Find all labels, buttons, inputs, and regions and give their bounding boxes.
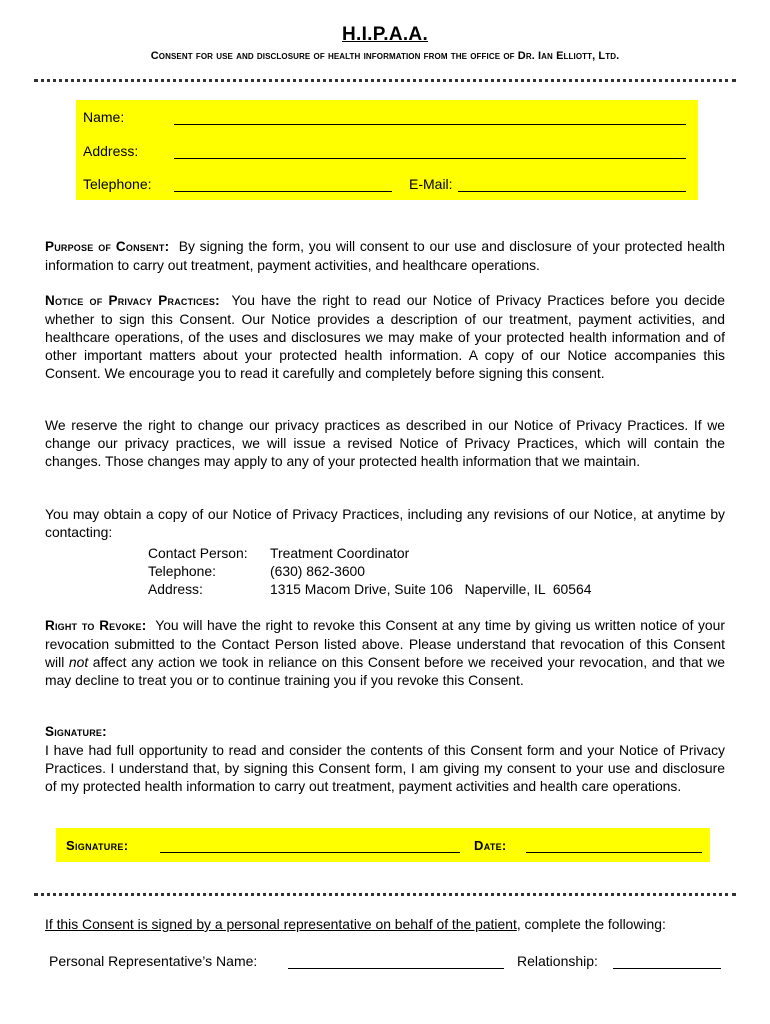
relationship-field[interactable] xyxy=(613,968,721,969)
purpose-paragraph: Purpose of Consent: By signing the form, you will consent to our use and disclosure of your protected health information to carry out treatment, payment activities, and healthcare operations. xyxy=(45,238,725,273)
address-label: Address: xyxy=(83,143,139,159)
notice-heading: Notice of Privacy Practices xyxy=(45,293,216,308)
signature-text: I have had full opportunity to read and consider the contents of this Consent form and your Notice of Privacy Practices. I understand that, by signing this Consent form, I am giving my consent to your use and disclosure of my protected health information to carry out treatment, payment activities and health care operations. xyxy=(45,742,725,794)
date-field[interactable] xyxy=(526,852,702,853)
revoke-text-after: affect any action we took in reliance on this Consent before we received your revocation, and that we may decline to treat you or to continue training you if you revoke this Consent. xyxy=(45,654,725,688)
revoke-paragraph: Right to Revoke: You will have the right to revoke this Consent at any time by giving us written notice of your revocation submitted to the Contact Person listed above. Please understand that revocation of this Consent will not affect any action we took in reliance on this Consent before we received your revocation, and that we may decline to treat you or to continue training you if you revoke this Consent. xyxy=(45,617,725,688)
notice-paragraph: Notice of Privacy Practices: You have the right to read our Notice of Privacy Practices before you decide whether to sign this Consent. Our Notice provides a description of our treatment, payment activities, and healthcare operations, of the uses and disclosures we may make of your protected health information and of other important matters about your protected health information. A copy of our Notice accompanies this Consent. We encourage you to read it carefully and completely before signing this consent. xyxy=(45,292,726,381)
contact-address-value: 1315 Macom Drive, Suite 106 Naperville, IL 60564 xyxy=(270,581,592,597)
name-label: Name: xyxy=(83,109,125,125)
date-label: Date: xyxy=(474,838,507,853)
contact-person-label: Contact Person: xyxy=(148,545,248,561)
address-field[interactable] xyxy=(174,158,686,159)
email-label: E-Mail: xyxy=(409,176,453,192)
patient-info-box xyxy=(76,100,698,200)
representative-name-field[interactable] xyxy=(288,968,504,969)
dotted-divider-top xyxy=(34,79,736,82)
contact-telephone-label: Telephone: xyxy=(148,563,216,579)
purpose-text: By signing the form, you will consent to our use and disclosure of your protected health information to carry out treatment, payment activities, and healthcare operations. xyxy=(45,238,725,273)
signature-field[interactable] xyxy=(160,852,460,853)
reserve-paragraph: We reserve the right to change our privacy practices as described in our Notice of Privacy Practices. If we change our privacy practices, we will issue a revised Notice of Privacy Practices, which will contain the changes. Those changes may apply to any of your protected health information that we maintain. xyxy=(45,417,725,469)
contact-telephone-value: (630) 862-3600 xyxy=(270,563,365,579)
contact-person-value: Treatment Coordinator xyxy=(270,545,410,561)
purpose-heading: Purpose of Consent xyxy=(45,239,165,254)
name-field[interactable] xyxy=(174,124,686,125)
representative-intro-rest: , complete the following: xyxy=(516,916,666,932)
telephone-field[interactable] xyxy=(174,191,392,192)
representative-intro-underlined: If this Consent is signed by a personal representative on behalf of the patient xyxy=(45,916,517,932)
revoke-text-before: You will have the right to revoke this Consent at any time by giving us written notice of your revocation submitted to the Contact Person listed above. Please understand that revocation of this Consent will xyxy=(45,617,725,670)
representative-name-label: Personal Representative’s Name: xyxy=(49,953,258,969)
revoke-heading: Right to Revoke xyxy=(45,618,142,633)
dotted-divider-bottom xyxy=(34,893,736,896)
telephone-label: Telephone: xyxy=(83,176,152,192)
document-title: H.I.P.A.A. xyxy=(341,24,429,45)
revoke-text-emphasis: not xyxy=(68,654,89,670)
signature-box xyxy=(56,828,710,862)
email-field[interactable] xyxy=(458,191,686,192)
signature-heading: Signature: xyxy=(45,724,107,739)
contact-block xyxy=(148,544,591,598)
signature-label: Signature: xyxy=(66,838,129,853)
obtain-paragraph: You may obtain a copy of our Notice of Privacy Practices, including any revisions of our Notice, at anytime by contacting: xyxy=(45,506,725,540)
signature-paragraph xyxy=(45,723,725,795)
relationship-label: Relationship: xyxy=(517,953,598,969)
representative-intro xyxy=(45,916,666,932)
document-subtitle: Consent for use and disclosure of health information from the office of Dr. Ian Elliott, Ltd. xyxy=(150,50,620,62)
contact-address-label: Address: xyxy=(148,581,203,597)
notice-text: You have the right to read our Notice of Privacy Practices before you decide whether to sign this Consent. Our Notice provides a description of our treatment, payment activities, and healthcare operations, of the uses and disclosures we may make of your protected health information and of other important matters about your protected health information. A copy of our Notice accompanies this Consent. We encourage you to read it carefully and completely before signing this consent. xyxy=(45,292,726,381)
